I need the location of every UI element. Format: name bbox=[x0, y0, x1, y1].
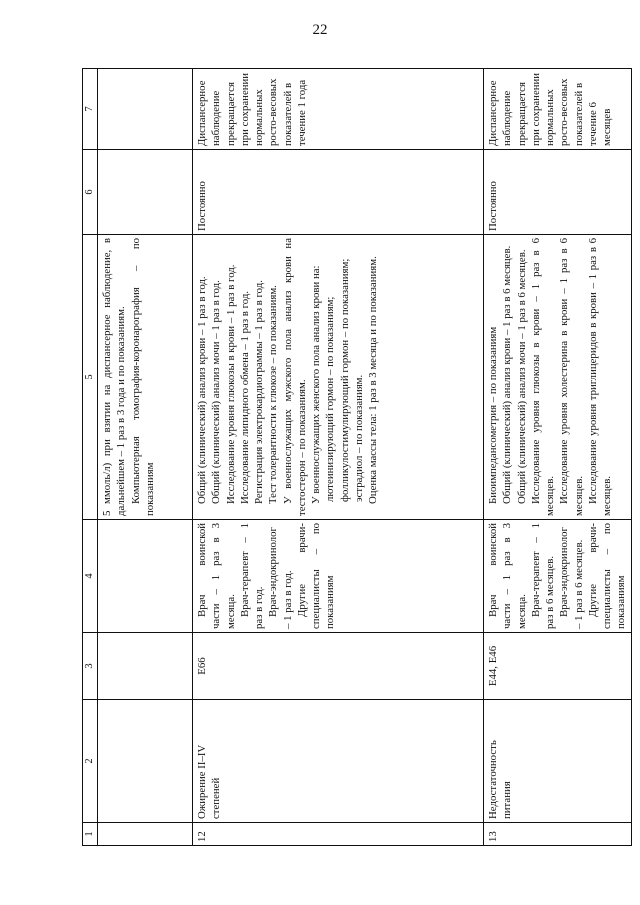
row-number: 12 bbox=[193, 823, 484, 846]
col-7-header: 7 bbox=[83, 69, 98, 150]
table-row-continuation bbox=[98, 69, 193, 846]
procedure-item: У военнослужащих женского пола анализ крови на: bbox=[310, 265, 322, 504]
procedures-cell bbox=[98, 235, 193, 520]
procedure-item: Исследование уровня триглицеридов в крови – 1 раз в 6 месяцев. bbox=[586, 238, 613, 516]
duration-cell: Постоянно bbox=[484, 150, 632, 235]
procedure-item: 5 ммоль/л) при взятии на диспансерное наблюдение, в дальнейшем – 1 раз в 3 года и по показаниям. bbox=[101, 238, 128, 516]
col-3-header: 3 bbox=[83, 633, 98, 700]
icd-code: E44, E46 bbox=[484, 633, 632, 700]
specialist-item: Врач-эндокринолог – 1 раз в 6 месяцев. bbox=[558, 527, 585, 629]
specialist-item: Врач воинской части – 1 раз в 3 месяца. bbox=[487, 523, 528, 629]
col-1-header: 1 bbox=[83, 823, 98, 846]
specialist-item: Врач-терапевт – 1 раз в год. bbox=[238, 523, 265, 629]
specialists-cell bbox=[193, 520, 484, 633]
table-row bbox=[193, 69, 484, 846]
page-number: 22 bbox=[312, 22, 328, 38]
procedure-item: Оценка массы тела: 1 раз в 3 месяца и по показаниям. bbox=[367, 256, 379, 504]
condition-name: Ожирение II–IV степеней bbox=[193, 700, 484, 823]
procedure-item: Исследование уровня глюкозы в крови – 1 раз в год. bbox=[224, 264, 237, 504]
observation-table bbox=[82, 68, 632, 846]
termination-criteria: Диспансерное наблюдение прекращается при сохранении нормальных росто-весовых показателей в течение 1 года bbox=[193, 69, 484, 150]
procedure-item: У военнослужащих мужского пола анализ крови на тестостерон – по показаниям. bbox=[281, 238, 308, 516]
specialist-item: Врач воинской части – 1 раз в 3 месяца. bbox=[196, 523, 237, 629]
procedure-item: Биоимпедансометрия – по показаниям bbox=[487, 326, 499, 504]
procedure-item: Исследование липидного обмена – 1 раз в год. bbox=[238, 290, 251, 504]
col-6-header: 6 bbox=[83, 150, 98, 235]
row-number: 13 bbox=[484, 823, 632, 846]
specialist-item: Врач-эндокринолог – 1 раз в год. bbox=[267, 527, 294, 629]
condition-name: Недостаточность питания bbox=[484, 700, 632, 823]
observation-table-rotated bbox=[82, 68, 628, 846]
procedure-item: Общий (клинический) анализ мочи – 1 раз в год. bbox=[210, 280, 223, 504]
procedures-cell bbox=[193, 235, 484, 520]
specialist-item: Другие врачи-специалисты – по показаниям bbox=[586, 523, 628, 629]
specialists-cell bbox=[484, 520, 632, 633]
procedure-item: Тест толерантности к глюкозе – по показаниям. bbox=[267, 285, 280, 504]
column-number-row bbox=[83, 69, 98, 846]
procedure-item: Общий (клинический) анализ крови – 1 раз в год. bbox=[196, 276, 208, 504]
procedure-item: Исследование уровня глюкозы в крови – 1 раз в 6 месяцев. bbox=[529, 238, 556, 516]
procedure-item: Общий (клинический) анализ мочи – 1 раз в 6 месяцев. bbox=[515, 249, 528, 504]
duration-cell: Постоянно bbox=[193, 150, 484, 235]
col-4-header: 4 bbox=[83, 520, 98, 633]
procedure-item: Регистрация электрокардиограммы – 1 раз в год. bbox=[253, 280, 265, 504]
col-5-header: 5 bbox=[83, 235, 98, 520]
procedure-subitem: фолликулостимулирующий гормон – по показаниям; bbox=[338, 258, 351, 502]
col-2-header: 2 bbox=[83, 700, 98, 823]
procedures-cell bbox=[484, 235, 632, 520]
procedure-subitem: эстрадиол – по показаниям. bbox=[352, 374, 365, 502]
icd-code: E66 bbox=[193, 633, 484, 700]
termination-criteria: Диспансерное наблюдение прекращается при сохранении нормальных росто-весовых показателей в течение 6 месяцев bbox=[484, 69, 632, 150]
procedure-subitem: лютеинизирующий гормон – по показаниям; bbox=[324, 296, 337, 502]
table-row bbox=[484, 69, 632, 846]
procedure-item: Компьютерная томография-коронарография – по показаниям bbox=[129, 238, 156, 516]
procedure-item: Общий (клинический) анализ крови – 1 раз в 6 месяцев. bbox=[501, 245, 514, 504]
procedure-item: Исследование уровня холестерина в крови – 1 раз в 6 месяцев. bbox=[558, 238, 585, 516]
specialist-item: Врач-терапевт – 1 раз в 6 месяцев. bbox=[529, 523, 556, 629]
specialist-item: Другие врачи-специалисты – по показаниям bbox=[295, 523, 337, 629]
